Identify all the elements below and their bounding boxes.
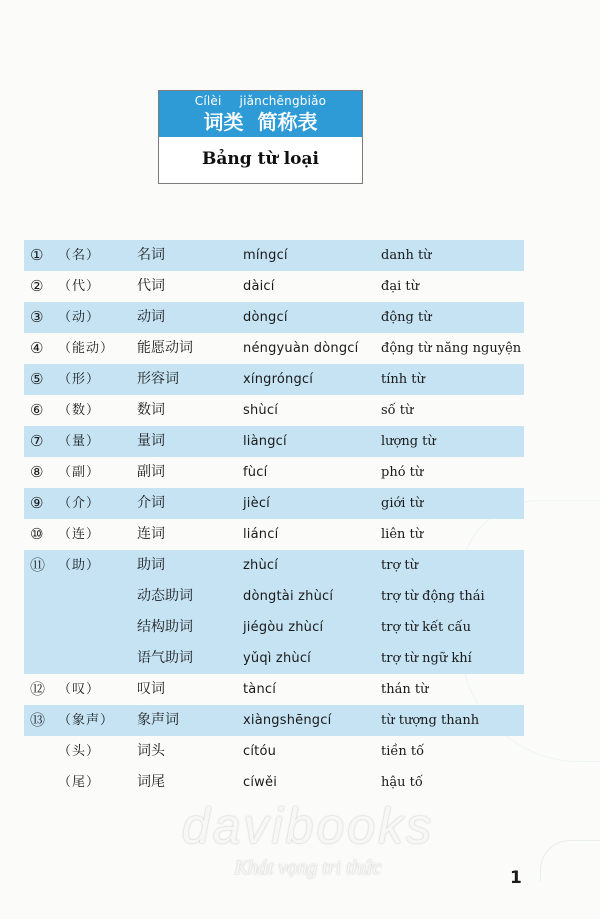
- row-number: ⑫: [30, 680, 46, 698]
- row-number: ⑥: [30, 401, 44, 419]
- table-row: [24, 643, 524, 674]
- row-abbreviation: （副）: [58, 465, 101, 480]
- row-pinyin: xiàngshēngcí: [243, 713, 332, 728]
- row-abbreviation: （量）: [58, 434, 101, 449]
- row-chinese-word: 连词: [137, 526, 165, 542]
- row-number: ⑧: [30, 463, 44, 481]
- row-vietnamese: tiền tố: [381, 744, 425, 759]
- row-pinyin: xíngróngcí: [243, 372, 314, 387]
- row-chinese-word: 介词: [137, 495, 165, 511]
- row-pinyin: liáncí: [243, 527, 279, 542]
- row-abbreviation: （数）: [58, 403, 101, 418]
- table-row: [24, 581, 524, 612]
- row-abbreviation: （尾）: [58, 775, 101, 790]
- title-box: [158, 90, 363, 184]
- row-vietnamese: trợ từ động thái: [381, 589, 485, 604]
- row-pinyin: liàngcí: [243, 434, 287, 449]
- row-number: ⑪: [30, 556, 46, 574]
- title-hanzi: [159, 109, 362, 135]
- row-abbreviation: （名）: [58, 248, 101, 263]
- row-pinyin: míngcí: [243, 248, 288, 263]
- row-chinese-word: 形容词: [137, 371, 179, 387]
- row-pinyin: dòngtài zhùcí: [243, 589, 334, 604]
- row-chinese-word: 词尾: [137, 774, 165, 790]
- row-abbreviation: （象声）: [58, 713, 115, 728]
- row-abbreviation: （形）: [58, 372, 101, 387]
- table-row: [24, 488, 524, 519]
- table-row: [24, 736, 524, 767]
- table-row: [24, 271, 524, 302]
- title-hanzi-2: 简称表: [257, 110, 318, 134]
- table-row: [24, 767, 524, 798]
- row-vietnamese: động từ: [381, 310, 432, 325]
- row-pinyin: zhùcí: [243, 558, 279, 573]
- row-chinese-word: 结构助词: [137, 619, 193, 635]
- row-vietnamese: trợ từ kết cấu: [381, 620, 471, 635]
- row-pinyin: tàncí: [243, 682, 277, 697]
- table-row: [24, 302, 524, 333]
- row-chinese-word: 词头: [137, 743, 165, 759]
- table-row: [24, 457, 524, 488]
- row-chinese-word: 名词: [137, 247, 165, 263]
- row-abbreviation: （代）: [58, 279, 101, 294]
- row-chinese-word: 副词: [137, 464, 165, 480]
- row-number: ⑬: [30, 711, 46, 729]
- row-abbreviation: （能动）: [58, 341, 115, 356]
- title-pinyin-1: Cílèi: [194, 94, 222, 108]
- row-abbreviation: （助）: [58, 558, 101, 573]
- table-row: [24, 364, 524, 395]
- row-chinese-word: 叹词: [137, 681, 165, 697]
- word-class-table: [24, 240, 524, 798]
- title-pinyin: [159, 93, 362, 109]
- row-pinyin: jiégòu zhùcí: [243, 620, 324, 635]
- row-number: ⑦: [30, 432, 44, 450]
- row-vietnamese: liên từ: [381, 527, 424, 542]
- row-abbreviation: （叹）: [58, 682, 101, 697]
- row-number: ②: [30, 277, 44, 295]
- decorative-corner: [540, 840, 600, 881]
- row-number: ③: [30, 308, 44, 326]
- row-abbreviation: （介）: [58, 496, 101, 511]
- row-chinese-word: 象声词: [137, 712, 179, 728]
- row-abbreviation: （动）: [58, 310, 101, 325]
- table-row: [24, 674, 524, 705]
- row-pinyin: shùcí: [243, 403, 279, 418]
- row-vietnamese: số từ: [381, 403, 414, 418]
- watermark-brand: davibooks: [181, 798, 435, 854]
- table-row: [24, 519, 524, 550]
- row-vietnamese: phó từ: [381, 465, 424, 480]
- table-row: [24, 426, 524, 457]
- row-chinese-word: 量词: [137, 433, 165, 449]
- table-row: [24, 333, 524, 364]
- table-row: [24, 395, 524, 426]
- row-pinyin: fùcí: [243, 465, 268, 480]
- row-chinese-word: 动态助词: [137, 588, 193, 604]
- row-abbreviation: （连）: [58, 527, 101, 542]
- table-row: [24, 550, 524, 581]
- title-header: [159, 91, 362, 137]
- row-vietnamese: giới từ: [381, 496, 424, 511]
- row-number: ①: [30, 246, 44, 264]
- watermark: [158, 796, 458, 880]
- row-pinyin: dòngcí: [243, 310, 288, 325]
- row-chinese-word: 代词: [137, 278, 165, 294]
- row-pinyin: yǔqì zhùcí: [243, 651, 311, 666]
- row-pinyin: jiècí: [243, 496, 270, 511]
- row-vietnamese: danh từ: [381, 248, 432, 263]
- row-pinyin: dàicí: [243, 279, 275, 294]
- row-number: ⑩: [30, 525, 44, 543]
- row-vietnamese: hậu tố: [381, 775, 423, 790]
- row-pinyin: cíwěi: [243, 775, 278, 790]
- row-vietnamese: trợ từ: [381, 558, 418, 573]
- row-vietnamese: trợ từ ngữ khí: [381, 651, 472, 666]
- row-abbreviation: （头）: [58, 744, 101, 759]
- row-pinyin: néngyuàn dòngcí: [243, 341, 359, 356]
- title-pinyin-2: jiǎnchēngbiǎo: [239, 94, 327, 108]
- watermark-slogan: Khát vọng tri thức: [234, 857, 382, 879]
- row-number: ⑤: [30, 370, 44, 388]
- page-number: 1: [510, 868, 522, 888]
- table-row: [24, 705, 524, 736]
- table-row: [24, 240, 524, 271]
- row-vietnamese: thán từ: [381, 682, 429, 697]
- row-vietnamese: đại từ: [381, 279, 419, 294]
- row-pinyin: cítóu: [243, 744, 277, 759]
- row-chinese-word: 语气助词: [137, 650, 193, 666]
- row-chinese-word: 能愿动词: [137, 340, 193, 356]
- table-row: [24, 612, 524, 643]
- title-hanzi-1: 词类: [203, 110, 244, 134]
- row-vietnamese: tính từ: [381, 372, 425, 387]
- row-vietnamese: động từ năng nguyện: [381, 341, 522, 356]
- row-number: ④: [30, 339, 44, 357]
- row-chinese-word: 助词: [137, 557, 165, 573]
- row-vietnamese: lượng từ: [381, 434, 436, 449]
- row-number: ⑨: [30, 494, 44, 512]
- row-chinese-word: 动词: [137, 309, 165, 325]
- row-chinese-word: 数词: [137, 402, 165, 418]
- title-vietnamese: Bảng từ loại: [202, 149, 319, 169]
- row-vietnamese: từ tượng thanh: [381, 713, 480, 728]
